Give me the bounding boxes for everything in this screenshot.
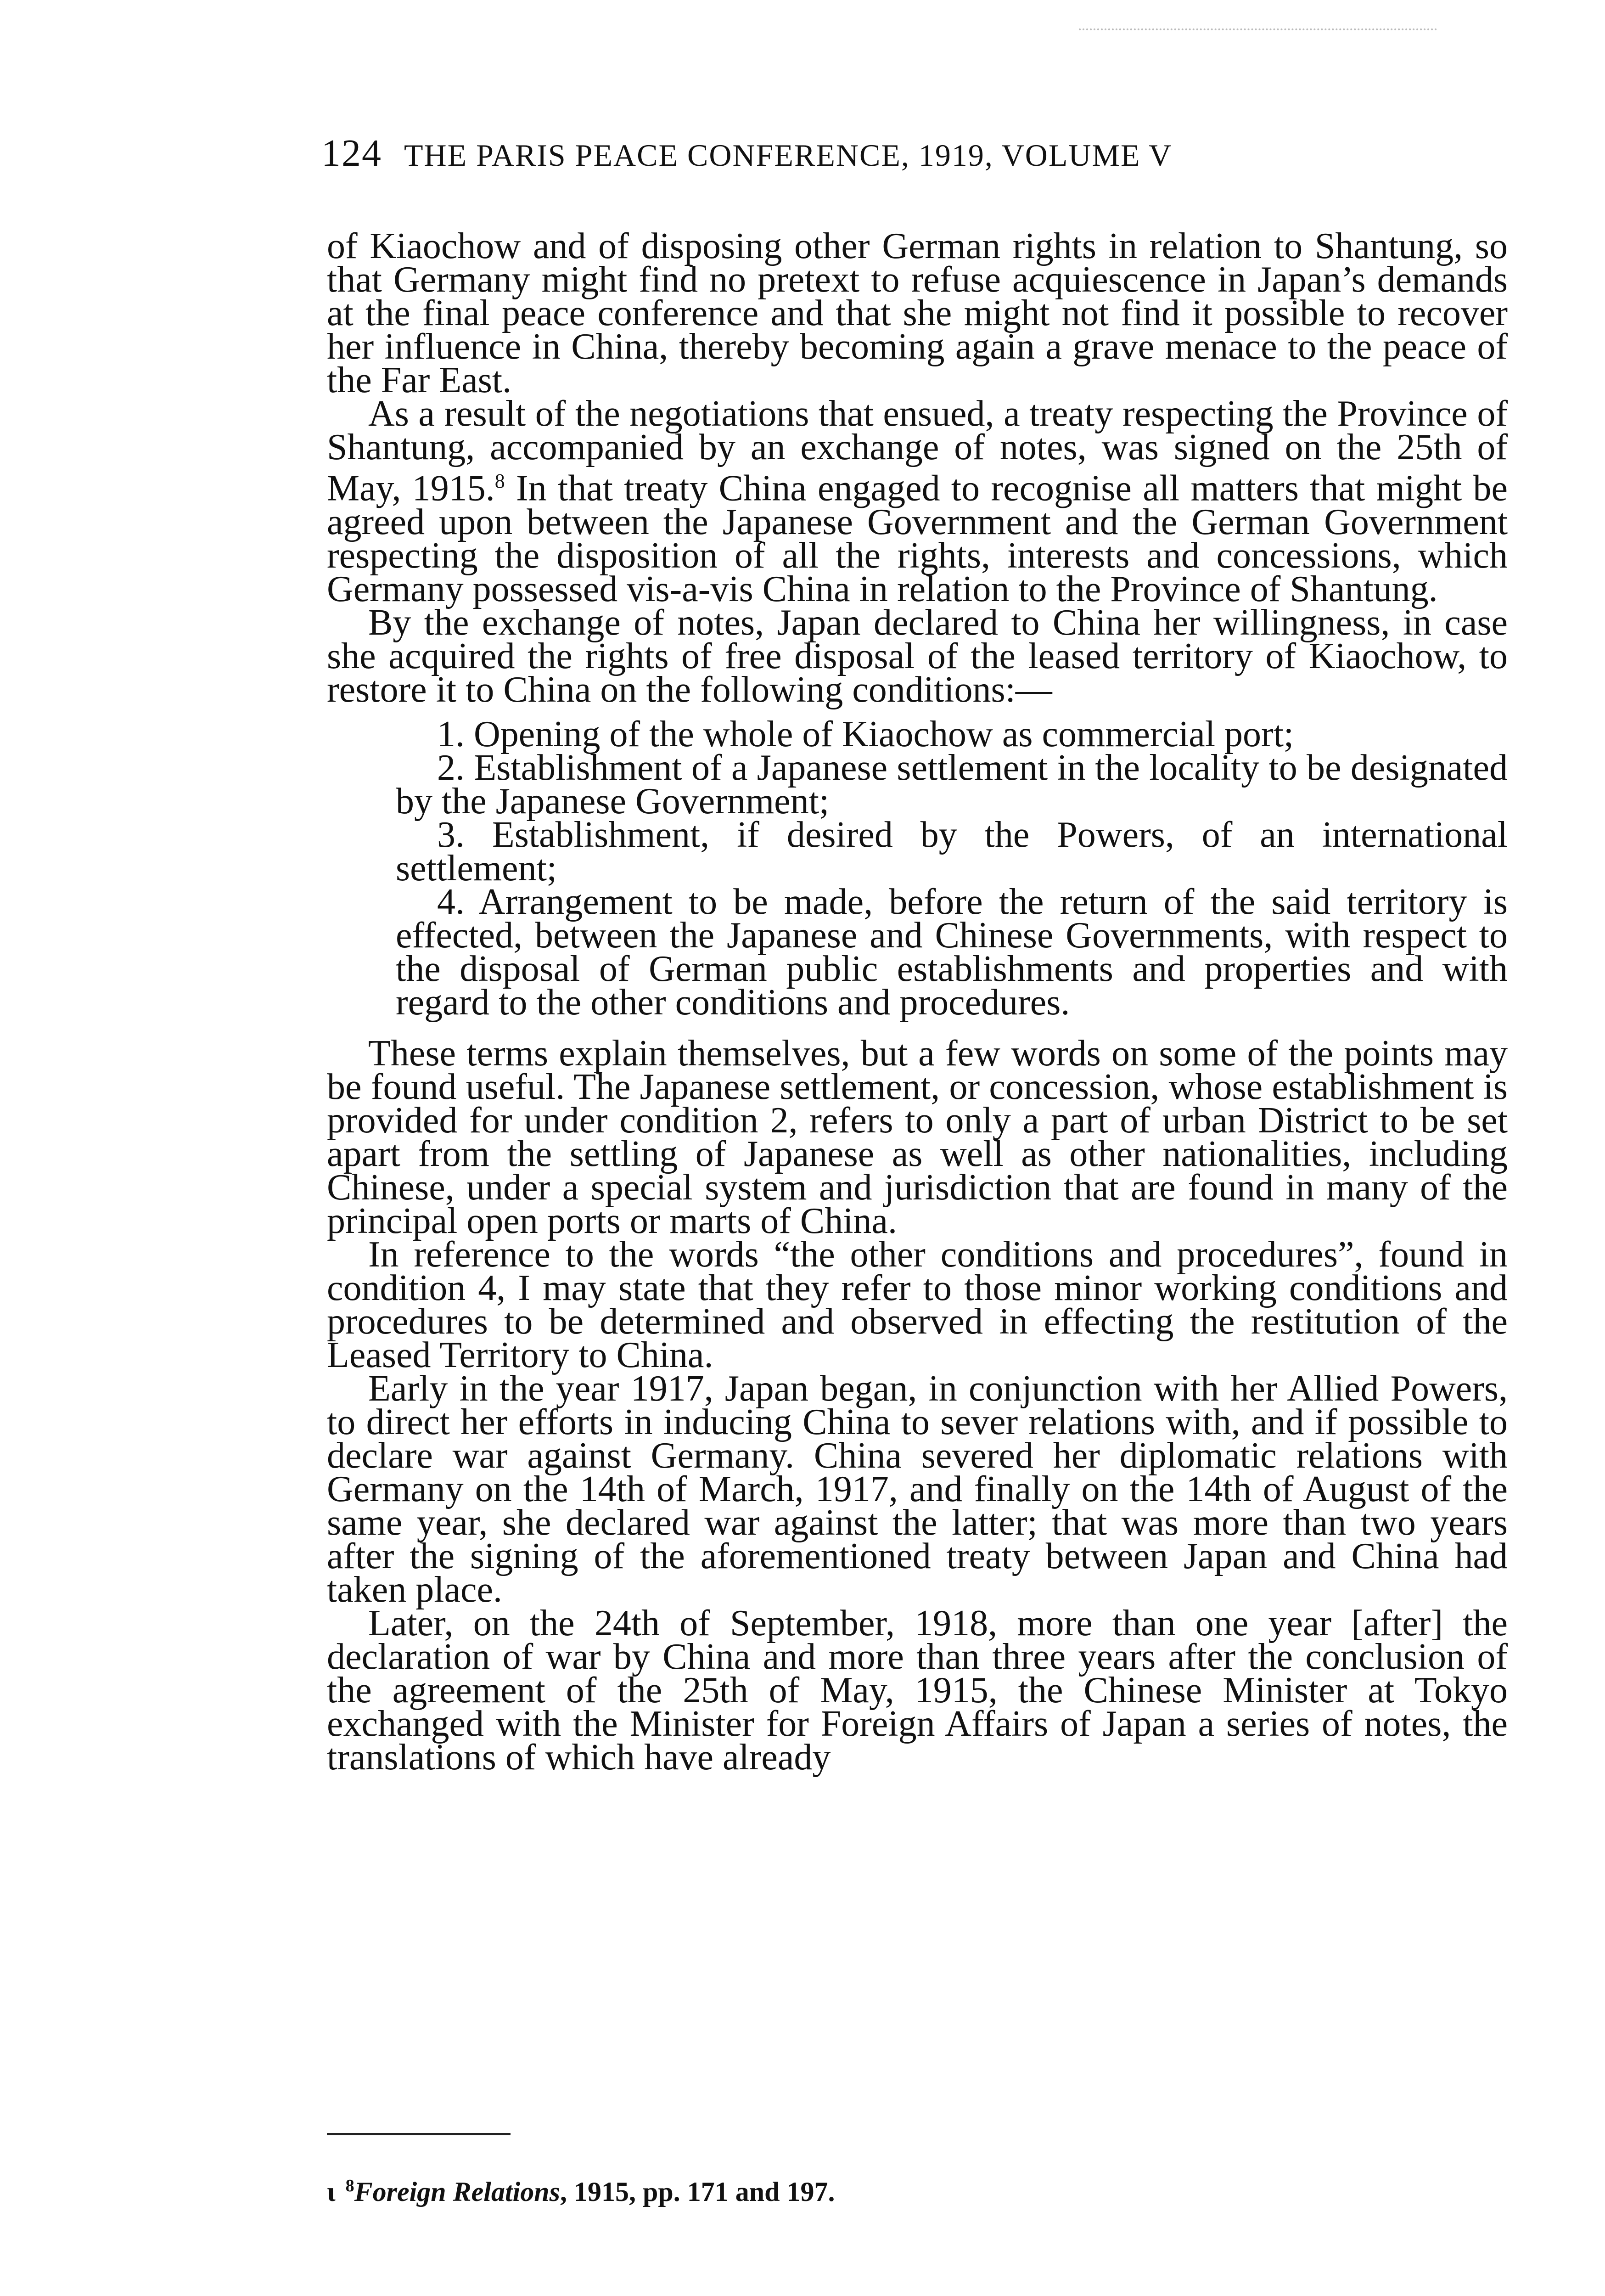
paragraph-treaty-text-a: As a result of the negotiations that ensued, a treaty respecting the Province of Shantung, accompanied by an exchange of notes, was signed on the 25th of May, 1915. [327,394,1508,509]
page-header [321,131,1515,175]
footnote-stray-mark: ι [327,2177,336,2207]
condition-item: 1. Opening of the whole of Kiaochow as commercial port; [437,714,1294,754]
paragraph-treaty-text-b: In that treaty China engaged to recognise all matters that might be agreed upon between the Japanese Government and the German Government respecting the disposition of all the rights, interests and concessions, which Germany possessed vis-a-vis China in relation to the Province of Shantung. [327,468,1508,609]
footnote [327,2176,1502,2208]
footnote-reference: 8 [494,470,505,492]
paragraph-conditions-procedures: In reference to the words “the other conditions and procedures”, found in condition 4, I may state that they refer to those minor working conditions and procedures to be determined and observed in effecting the restitution of the Leased Territory to China. [327,1234,1508,1375]
paragraph-exchange-of-notes: By the exchange of notes, Japan declared to China her willingness, in case she acquired the rights of free disposal of the leased territory of Kiaochow, to restore it to China on the following conditions:— [327,602,1508,710]
footnote-citation: , 1915, pp. 171 and 197. [560,2177,835,2207]
conditions-list [396,714,1508,1023]
scan-artifact-line [1079,28,1437,30]
paragraph-continuation: of Kiaochow and of disposing other German rights in relation to Shantung, so that Germany might find no pretext to refuse acquiescence in Japan’s demands at the final peace conference and that she might not find it possible to recover her influence in China, thereby becoming again a grave menace to the peace of the Far East. [327,226,1508,400]
condition-item: 2. Establishment of a Japanese settlement in the locality to be designated by the Japanese Government; [396,747,1508,822]
footnote-title: Foreign Relations [354,2177,561,2207]
running-title: THE PARIS PEACE CONFERENCE, 1919, VOLUME V [404,138,1173,173]
page-number: 124 [321,132,382,174]
footnote-number: 8 [345,2176,354,2195]
body-text [327,226,1508,1778]
footnote-rule [327,2133,511,2135]
paragraph-treaty [327,394,1508,609]
paragraph-1917: Early in the year 1917, Japan began, in conjunction with her Allied Powers, to direct her efforts in inducing China to sever relations with, and if possible to declare war against Germany. China severed her diplomatic relations with Germany on the 14th of March, 1917, and finally on the 14th of August of the same year, she declared war against the latter; that was more than two years after the signing of the aforementioned treaty between Japan and China had taken place. [327,1368,1508,1610]
paragraph-terms: These terms explain themselves, but a few words on some of the points may be found useful. The Japanese settlement, or concession, whose establishment is provided for under condition 2, refers to only a part of urban District to be set apart from the settling of Japanese as well as other nationalities, including Chinese, under a special system and jurisdiction that are found in many of the principal open ports or marts of China. [327,1033,1508,1241]
condition-item: 4. Arrangement to be made, before the return of the said territory is effected, between the Japanese and Chinese Governments, with respect to the disposal of German public establishments and properties and with regard to the other conditions and procedures. [396,881,1508,1023]
paragraph-1918: Later, on the 24th of September, 1918, more than one year [after] the declaration of war by China and more than three years after the conclusion of the agreement of the 25th of May, 1915, the Chinese Minister at Tokyo exchanged with the Minister for Foreign Affairs of Japan a series of notes, the translations of which have already [327,1603,1508,1778]
condition-item: 3. Establishment, if desired by the Powers, of an international settlement; [396,814,1508,889]
